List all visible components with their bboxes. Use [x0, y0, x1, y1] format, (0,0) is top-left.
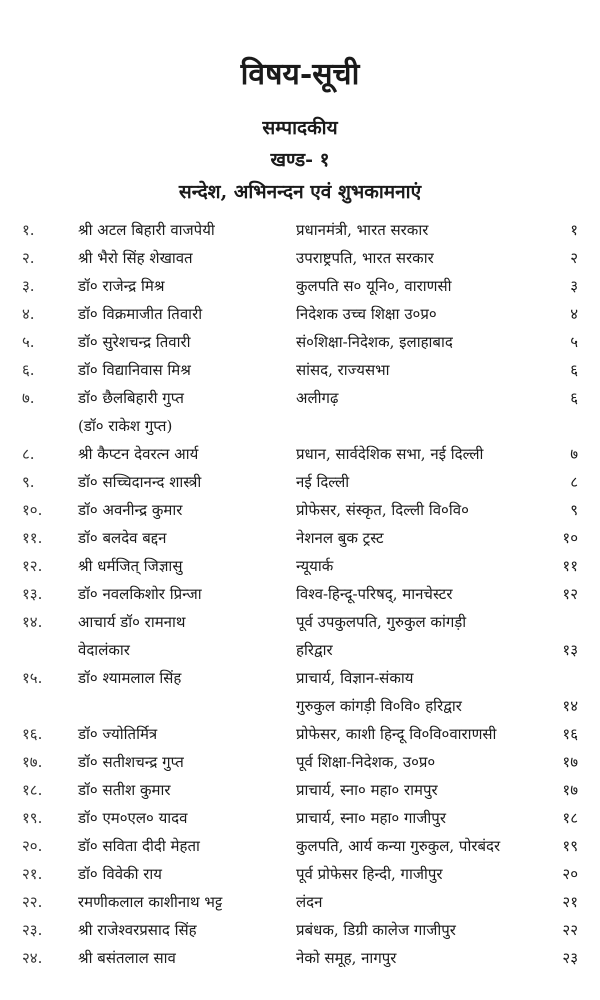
entry-name: डॉ० सुरेशचन्द्र तिवारी — [78, 333, 191, 351]
entry-number: १०. — [22, 501, 43, 519]
toc-list — [0, 216, 600, 972]
entry-name-continued: वेदालंकार — [78, 641, 130, 659]
entry-designation-continued: गुरुकुल कांगड़ी वि०वि० हरिद्वार — [296, 697, 462, 715]
toc-entry — [0, 468, 600, 496]
entry-page-number: ३ — [570, 277, 578, 295]
entry-name-continued: (डॉ० राकेश गुप्त) — [78, 417, 173, 435]
entry-page-number: १६ — [562, 725, 578, 743]
entry-designation: नेशनल बुक ट्रस्ट — [296, 529, 384, 547]
entry-number: ७. — [22, 389, 35, 407]
entry-name: डॉ० अवनीन्द्र कुमार — [78, 501, 183, 519]
entry-name: डॉ० विवेकी राय — [78, 865, 162, 883]
entry-name: डॉ० ज्योतिर्मित्र — [78, 725, 158, 743]
entry-designation: प्रोफेसर, संस्कृत, दिल्ली वि०वि० — [296, 501, 469, 519]
toc-entry — [0, 916, 600, 944]
entry-number: ९. — [22, 473, 35, 491]
entry-designation: पूर्व उपकुलपति, गुरुकुल कांगड़ी — [296, 613, 467, 631]
entry-page-number: २ — [570, 249, 578, 267]
toc-entry — [0, 748, 600, 776]
entry-number: १८. — [22, 781, 43, 799]
entry-number: ३. — [22, 277, 35, 295]
entry-name: श्री धर्मजित् जिज्ञासु — [78, 557, 183, 575]
entry-designation: कुलपति, आर्य कन्या गुरुकुल, पोरबंदर — [296, 837, 501, 855]
entry-number: ६. — [22, 361, 35, 379]
entry-name: श्री कैप्टन देवरत्न आर्य — [78, 445, 199, 463]
entry-number: १३. — [22, 585, 43, 603]
messages-heading: सन्देश, अभिनन्दन एवं शुभकामनाएं — [178, 181, 422, 203]
toc-entry — [0, 244, 600, 272]
entry-page-number: ४ — [570, 305, 578, 323]
entry-name: डॉ० बलदेव बद्दन — [78, 529, 167, 547]
entry-name: डॉ० श्यामलाल सिंह — [78, 669, 182, 687]
entry-number: १६. — [22, 725, 43, 743]
toc-entry — [0, 300, 600, 328]
toc-entry — [0, 608, 600, 664]
toc-entry — [0, 524, 600, 552]
entry-designation: कुलपति स० यूनि०, वाराणसी — [296, 277, 452, 295]
entry-number: २. — [22, 249, 35, 267]
entry-designation: विश्व-हिन्दू-परिषद्, मानचेस्टर — [296, 585, 453, 603]
toc-entry — [0, 720, 600, 748]
toc-entry — [0, 440, 600, 468]
entry-number: २२. — [22, 893, 43, 911]
entry-designation: उपराष्ट्रपति, भारत सरकार — [296, 249, 434, 267]
entry-designation: निदेशक उच्च शिक्षा उ०प्र० — [296, 305, 437, 323]
entry-name: रमणीकलाल काशीनाथ भट्ट — [78, 893, 223, 911]
entry-name: आचार्य डॉ० रामनाथ — [78, 613, 186, 631]
entry-number: १९. — [22, 809, 43, 827]
entry-name: डॉ० छैलबिहारी गुप्त — [78, 389, 184, 407]
entry-designation: पूर्व शिक्षा-निदेशक, उ०प्र० — [296, 753, 436, 771]
entry-page-number: १३ — [562, 641, 578, 659]
toc-entry — [0, 888, 600, 916]
entry-name: श्री राजेश्वरप्रसाद सिंह — [78, 921, 197, 939]
entry-designation: अलीगढ़ — [296, 389, 339, 407]
entry-designation: नई दिल्ली — [296, 473, 350, 491]
entry-name: श्री भैरो सिंह शेखावत — [78, 249, 193, 267]
toc-entry — [0, 804, 600, 832]
entry-name: डॉ० सतीश कुमार — [78, 781, 171, 799]
entry-page-number: २१ — [562, 893, 578, 911]
entry-page-number: ६ — [570, 389, 578, 407]
entry-name: श्री बसंतलाल साव — [78, 949, 176, 967]
entry-name: डॉ० नवलकिशोर प्रिन्जा — [78, 585, 202, 603]
entry-page-number: २० — [562, 865, 578, 883]
entry-designation: लंदन — [296, 893, 323, 911]
entry-name: डॉ० विक्रमाजीत तिवारी — [78, 305, 203, 323]
entry-designation: प्राचार्य, स्ना० महा० गाजीपुर — [296, 809, 446, 827]
entry-name: डॉ० एम०एल० यादव — [78, 809, 188, 827]
entry-number: १५. — [22, 669, 43, 687]
toc-entry — [0, 832, 600, 860]
entry-number: १. — [22, 221, 35, 239]
entry-number: ४. — [22, 305, 35, 323]
entry-designation: प्रोफेसर, काशी हिन्दू वि०वि०वाराणसी — [296, 725, 497, 743]
toc-entry — [0, 216, 600, 244]
editorial-heading: सम्पादकीय — [262, 117, 338, 139]
section-heading: खण्ड- १ — [270, 149, 330, 171]
entry-designation-continued: हरिद्वार — [296, 641, 333, 659]
entry-designation: प्रबंधक, डिग्री कालेज गाजीपुर — [296, 921, 456, 939]
entry-name: डॉ० राजेन्द्र मिश्र — [78, 277, 165, 295]
entry-number: ११. — [22, 529, 43, 547]
toc-entry — [0, 552, 600, 580]
entry-designation: प्रधान, सार्वदेशिक सभा, नई दिल्ली — [296, 445, 484, 463]
entry-page-number: १० — [562, 529, 578, 547]
entry-designation: न्यूयार्क — [296, 557, 334, 575]
entry-designation: प्राचार्य, स्ना० महा० रामपुर — [296, 781, 438, 799]
entry-page-number: १९ — [562, 837, 578, 855]
entry-page-number: २३ — [562, 949, 578, 967]
entry-page-number: ५ — [570, 333, 578, 351]
entry-name: डॉ० विद्यानिवास मिश्र — [78, 361, 191, 379]
entry-name: डॉ० सतीशचन्द्र गुप्त — [78, 753, 184, 771]
entry-name: डॉ० सविता दीदी मेहता — [78, 837, 200, 855]
entry-page-number: ९ — [570, 501, 578, 519]
entry-designation: सांसद, राज्यसभा — [296, 361, 390, 379]
entry-designation: प्राचार्य, विज्ञान-संकाय — [296, 669, 414, 687]
toc-entry — [0, 664, 600, 720]
entry-page-number: ८ — [570, 473, 578, 491]
toc-entry — [0, 384, 600, 440]
toc-entry — [0, 272, 600, 300]
entry-page-number: १४ — [562, 697, 578, 715]
entry-page-number: १७ — [562, 753, 578, 771]
entry-number: ८. — [22, 445, 35, 463]
entry-page-number: १८ — [562, 809, 578, 827]
entry-number: १४. — [22, 613, 43, 631]
entry-number: २३. — [22, 921, 43, 939]
entry-number: ५. — [22, 333, 35, 351]
toc-entry — [0, 776, 600, 804]
entry-page-number: १२ — [562, 585, 578, 603]
entry-number: १७. — [22, 753, 43, 771]
entry-page-number: ७ — [570, 445, 578, 463]
entry-page-number: २२ — [562, 921, 578, 939]
entry-number: २०. — [22, 837, 43, 855]
entry-number: १२. — [22, 557, 43, 575]
entry-page-number: ६ — [570, 361, 578, 379]
toc-entry — [0, 860, 600, 888]
toc-entry — [0, 496, 600, 524]
entry-name: श्री अटल बिहारी वाजपेयी — [78, 221, 215, 239]
toc-entry — [0, 356, 600, 384]
entry-number: २४. — [22, 949, 43, 967]
toc-entry — [0, 944, 600, 972]
entry-name: डॉ० सच्चिदानन्द शास्त्री — [78, 473, 202, 491]
entry-page-number: १७ — [562, 781, 578, 799]
toc-entry — [0, 328, 600, 356]
entry-page-number: ११ — [562, 557, 578, 575]
page-title: विषय-सूची — [240, 57, 360, 92]
entry-designation: प्रधानमंत्री, भारत सरकार — [296, 221, 429, 239]
entry-page-number: १ — [570, 221, 578, 239]
entry-number: २१. — [22, 865, 43, 883]
entry-designation: सं०शिक्षा-निदेशक, इलाहाबाद — [296, 333, 453, 351]
toc-entry — [0, 580, 600, 608]
entry-designation: नेको समूह, नागपुर — [296, 949, 397, 967]
entry-designation: पूर्व प्रोफेसर हिन्दी, गाजीपुर — [296, 865, 443, 883]
